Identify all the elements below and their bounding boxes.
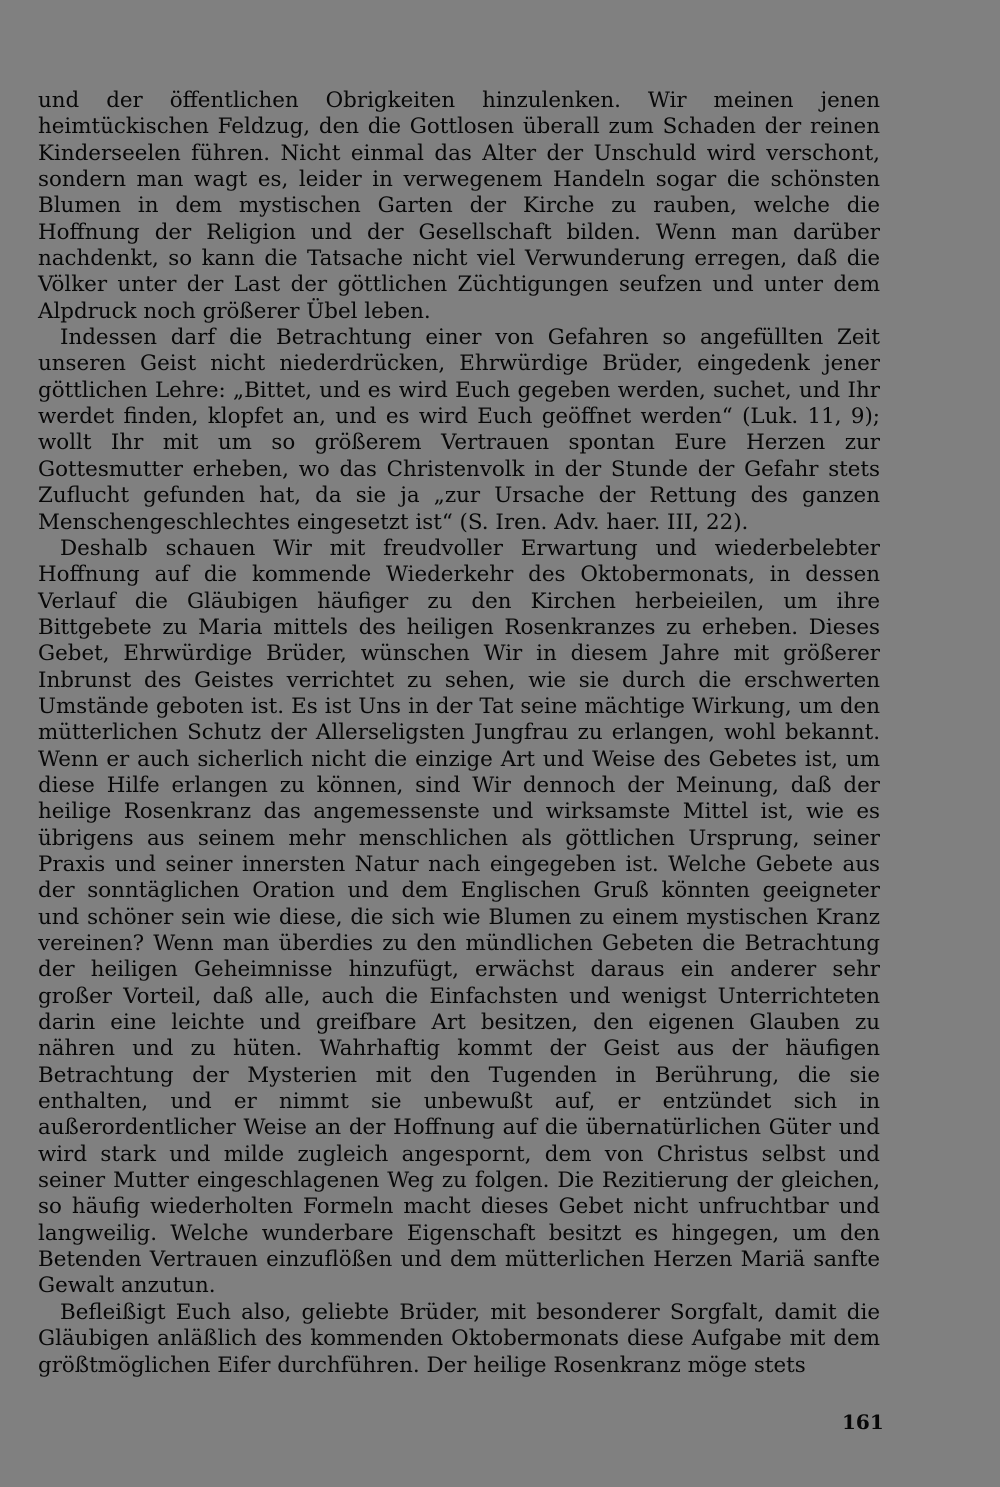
body-text	[38, 88, 880, 1379]
paragraph-1: und der öffentlichen Obrigkeiten hinzulenken. Wir meinen jenen heimtückischen Feldzug, den die Gottlosen überall zum Schaden der reinen Kinderseelen führen. Nicht einmal das Alter der Unschuld wird verschont, sondern man wagt es, leider in verwegenem Handeln sogar die schönsten Blumen in dem mystischen Garten der Kirche zu rauben, welche die Hoffnung der Religion und der Gesellschaft bilden. Wenn man darüber nachdenkt, so kann die Tatsache nicht viel Verwunderung erregen, daß die Völker unter der Last der göttlichen Züchtigungen seufzen und unter dem Alpdruck noch größerer Übel leben.	[38, 88, 880, 324]
paragraph-3: Deshalb schauen Wir mit freudvoller Erwartung und wiederbelebter Hoffnung auf die kommende Wiederkehr des Oktobermonats, in dessen Verlauf die Gläubigen häufiger zu den Kirchen herbeieilen, um ihre Bittgebete zu Maria mittels des heiligen Rosenkranzes zu erheben. Dieses Gebet, Ehrwürdige Brüder, wünschen Wir in diesem Jahre mit größerer Inbrunst des Geistes verrichtet zu sehen, wie sie durch die erschwerten Umstände geboten ist. Es ist Uns in der Tat seine mächtige Wirkung, um den mütterlichen Schutz der Allerseligsten Jungfrau zu erlangen, wohl bekannt. Wenn er auch sicherlich nicht die einzige Art und Weise des Gebetes ist, um diese Hilfe erlangen zu können, sind Wir dennoch der Meinung, daß der heilige Rosenkranz das angemessenste und wirksamste Mittel ist, wie es übrigens aus seinem mehr menschlichen als göttlichen Ursprung, seiner Praxis und seiner innersten Natur nach eingegeben ist. Welche Gebete aus der sonntäglichen Oration und dem Englischen Gruß könnten geeigneter und schöner sein wie diese, die sich wie Blumen zu einem mystischen Kranz vereinen? Wenn man überdies zu den mündlichen Gebeten die Betrachtung der heiligen Geheimnisse hinzufügt, erwächst daraus ein anderer sehr großer Vorteil, daß alle, auch die Einfachsten und wenigst Unterrichteten darin eine leichte und greifbare Art besitzen, den eigenen Glauben zu nähren und zu hüten. Wahrhaftig kommt der Geist aus der häufigen Betrachtung der Mysterien mit den Tugenden in Berührung, die sie enthalten, und er nimmt sie unbewußt auf, er entzündet sich in außerordentlicher Weise an der Hoffnung auf die übernatürlichen Güter und wird stark und milde zugleich angespornt, dem von Christus selbst und seiner Mutter eingeschlagenen Weg zu folgen. Die Rezitierung der gleichen, so häufig wiederholten Formeln macht dieses Gebet nicht unfruchtbar und langweilig. Welche wunderbare Eigenschaft besitzt es hingegen, um den Betenden Vertrauen einzuflößen und dem mütterlichen Herzen Mariä sanfte Gewalt anzutun.	[38, 535, 880, 1299]
paragraph-2: Indessen darf die Betrachtung einer von Gefahren so angefüllten Zeit unseren Geist nicht niederdrücken, Ehrwürdige Brüder, eingedenk jener göttlichen Lehre: „Bittet, und es wird Euch gegeben werden, suchet, und Ihr werdet finden, klopfet an, und es wird Euch geöffnet werden“ (Luk. 11, 9); wollt Ihr mit um so größerem Vertrauen spontan Eure Herzen zur Gottesmutter erheben, wo das Christenvolk in der Stunde der Gefahr stets Zuflucht gefunden hat, da sie ja „zur Ursache der Rettung des ganzen Menschengeschlechtes eingesetzt ist“ (S. Iren. Adv. haer. III, 22).	[38, 325, 880, 535]
paragraph-4: Befleißigt Euch also, geliebte Brüder, mit besonderer Sorgfalt, damit die Gläubigen anläßlich des kommenden Oktobermonats diese Aufgabe mit dem größtmöglichen Eifer durchführen. Der heilige Rosenkranz möge stets	[38, 1299, 880, 1378]
page-number: 161	[842, 1410, 884, 1434]
